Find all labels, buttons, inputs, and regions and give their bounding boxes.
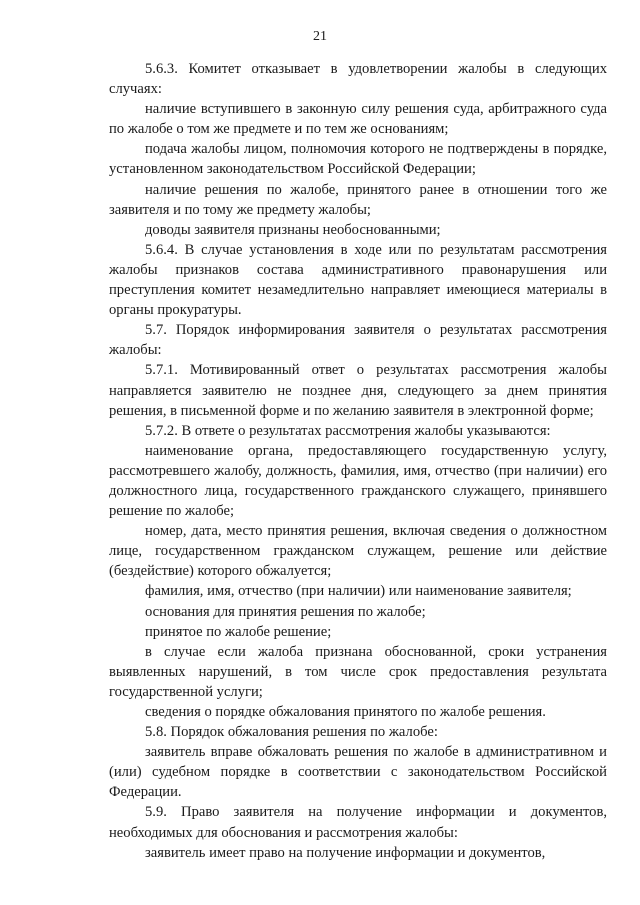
list-item: принятое по жалобе решение; [145, 623, 332, 640]
list-item: основания для принятия решения по жалобе; [145, 603, 426, 620]
paragraph-5-8-text: заявитель вправе обжаловать решения по жалобе в административном и (или) судебном порядке в соответствии с законодательством Российской Федерации. [109, 744, 607, 801]
list-item: подача жалобы лицом, полномочия которого не подтверждены в порядке, установленном законодательством Российской Федерации; [109, 141, 607, 178]
page-number: 21 [313, 29, 327, 44]
document-body [109, 59, 607, 863]
list-item: наличие вступившего в законную силу решения суда, арбитражного суда по жалобе о том же предмете и по тем же основаниям; [109, 101, 607, 138]
list-item: наименование органа, предоставляющего государственную услугу, рассмотревшего жалобу, должность, фамилия, имя, отчество (при наличии) его должностного лица, государственного гражданского служащего, принявшего решение по жалобе; [109, 442, 607, 520]
list-item: доводы заявителя признаны необоснованными; [145, 221, 441, 238]
paragraph-5-7-2: 5.7.2. В ответе о результатах рассмотрения жалобы указываются: [145, 422, 551, 439]
paragraph-5-6-3: 5.6.3. Комитет отказывает в удовлетворении жалобы в следующих случаях: [109, 61, 607, 98]
list-item: сведения о порядке обжалования принятого по жалобе решения. [145, 704, 546, 720]
paragraph-5-6-4: 5.6.4. В случае установления в ходе или по результатам рассмотрения жалобы признаков состава административного правонарушения или преступления комитет незамедлительно направляет имеющиеся материалы в органы прокуратуры. [109, 241, 607, 319]
section-5-7-heading: 5.7. Порядок информирования заявителя о результатах рассмотрения жалобы: [109, 322, 607, 359]
list-item: фамилия, имя, отчество (при наличии) или наименование заявителя; [145, 583, 572, 600]
section-5-8-heading: 5.8. Порядок обжалования решения по жалобе: [145, 724, 438, 741]
section-5-9-heading: 5.9. Право заявителя на получение информации и документов, необходимых для обоснования и рассмотрения жалобы: [109, 804, 607, 841]
list-item: в случае если жалоба признана обоснованной, сроки устранения выявленных нарушений, в том числе срок предоставления результата государственной услуги; [109, 643, 607, 700]
list-item: наличие решения по жалобе, принятого ранее в отношении того же заявителя и по тому же предмету жалобы; [109, 181, 607, 218]
list-item: номер, дата, место принятия решения, включая сведения о должностном лице, государственном гражданском служащем, решение или действие (бездействие) которого обжалуется; [109, 523, 607, 580]
paragraph-5-9-text: заявитель имеет право на получение информации и документов, [145, 844, 546, 861]
paragraph-5-7-1: 5.7.1. Мотивированный ответ о результатах рассмотрения жалобы направляется заявителю не позднее дня, следующего за днем принятия решения, в письменной форме и по желанию заявителя в электронной форме; [109, 362, 607, 419]
